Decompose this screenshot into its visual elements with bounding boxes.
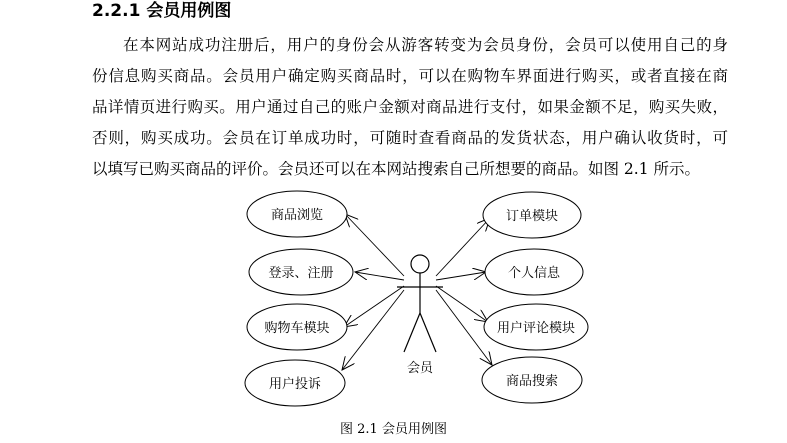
use-case-browse <box>247 191 347 237</box>
actor-label: 会员 <box>406 361 434 376</box>
use-case-label: 购物车模块 <box>264 321 330 336</box>
actor-right-leg <box>420 313 436 352</box>
arrow-to-login <box>355 272 404 280</box>
section-heading: 2.2.1 会员用例图 <box>92 1 232 21</box>
arrow-to-complaint <box>342 290 404 370</box>
actor-figure <box>397 255 443 352</box>
use-case-label: 个人信息 <box>507 266 561 281</box>
use-case-review <box>484 304 588 350</box>
arrow-to-order <box>436 218 490 276</box>
use-case-label: 用户投诉 <box>268 377 322 392</box>
use-case-profile <box>485 249 583 295</box>
arrow-to-review <box>436 286 488 322</box>
use-case-label: 商品浏览 <box>270 208 324 223</box>
figure-caption: 图 2.1 会员用例图 <box>340 422 447 437</box>
use-case-label: 用户评论模块 <box>496 321 576 336</box>
paragraph-line: 在本网站成功注册后，用户的身份会从游客转变为会员身份，会员可以使用自己的身 <box>123 36 728 54</box>
paragraph-line: 以填写已购买商品的评价。会员还可以在本网站搜索自己所想要的商品。如图 2.1 所示。 <box>92 160 701 178</box>
actor-left-leg <box>404 313 420 352</box>
use-case-login-register <box>249 249 353 295</box>
association-arrows <box>342 214 492 370</box>
paragraph-line: 否则，购买成功。会员在订单成功时，可随时查看商品的发货状态，用户确认收货时，可 <box>92 129 728 147</box>
actor-head <box>411 255 429 273</box>
arrow-to-browse <box>345 214 404 276</box>
use-case-order <box>483 192 581 238</box>
arrow-to-cart <box>344 286 404 327</box>
use-case-label: 订单模块 <box>505 209 559 224</box>
use-case-label: 商品搜索 <box>505 374 559 389</box>
use-case-label: 登录、注册 <box>268 266 334 281</box>
arrow-to-profile <box>436 272 486 280</box>
use-case-cart <box>247 304 347 350</box>
paragraph-line: 份信息购买商品。会员用户确定购买商品时，可以在购物车界面进行购买，或者直接在商 <box>92 67 728 85</box>
use-case-search <box>482 357 582 403</box>
use-case-complaint <box>245 360 345 406</box>
paragraph-line: 品详情页进行购买。用户通过自己的账户金额对商品进行支付，如果金额不足，购买失败， <box>92 98 728 116</box>
